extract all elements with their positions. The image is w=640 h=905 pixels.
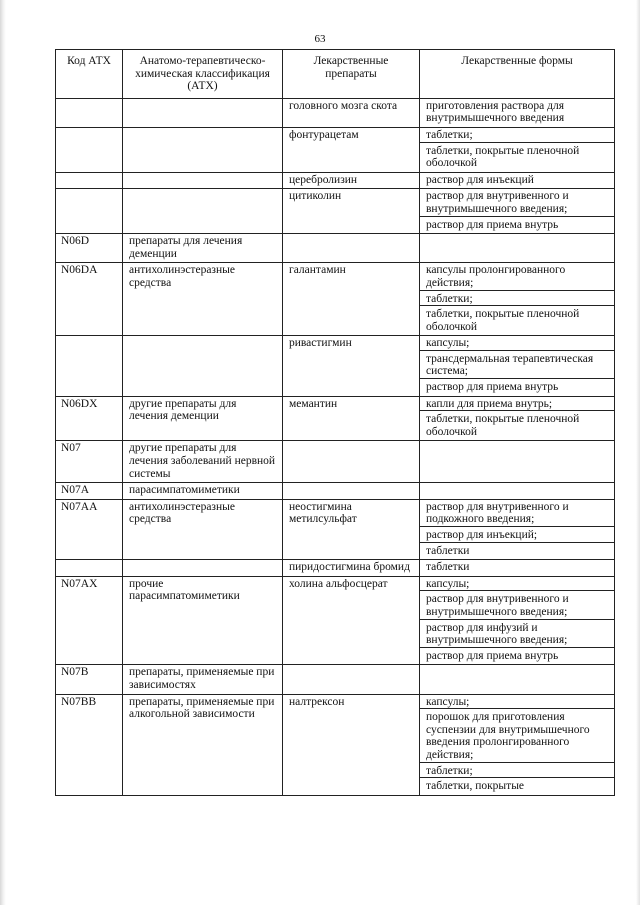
- drug-name-cell: церебролизин: [283, 172, 420, 189]
- atc-classification-cell: препараты, применяемые при зависимостях: [123, 665, 283, 694]
- table-row: [56, 98, 615, 127]
- table-row: [56, 694, 615, 795]
- dosage-form-entry: раствор для приема внутрь: [420, 647, 614, 663]
- table-row: [56, 560, 615, 577]
- dosage-form-entry: раствор для инъекций;: [420, 526, 614, 542]
- header-code: Код АТХ: [56, 50, 123, 99]
- dosage-form-entry: таблетки: [420, 542, 614, 558]
- atc-code-cell: [56, 189, 123, 234]
- header-drugs: Лекарственные препараты: [283, 50, 420, 99]
- drug-name-cell: [283, 234, 420, 263]
- atc-classification-cell: [123, 98, 283, 127]
- dosage-form-entry: таблетки;: [420, 762, 614, 778]
- dosage-forms-cell: [420, 441, 615, 483]
- dosage-form-entry: раствор для приема внутрь: [420, 216, 614, 232]
- dosage-forms-cell: [420, 127, 615, 172]
- atc-code-cell: [56, 127, 123, 172]
- atc-classification-cell: другие препараты для лечения деменции: [123, 396, 283, 441]
- atc-classification-cell: антихолинэстеразные средства: [123, 263, 283, 336]
- drug-name-cell: [283, 483, 420, 500]
- dosage-form-entry: раствор для инфузий и внутримышечного введения;: [420, 619, 614, 647]
- drug-name-cell: [283, 441, 420, 483]
- drug-name-cell: фонтурацетам: [283, 127, 420, 172]
- dosage-forms-cell: [420, 499, 615, 559]
- atc-code-cell: N07B: [56, 665, 123, 694]
- atc-classification-cell: [123, 336, 283, 396]
- dosage-form-entry: трансдермальная терапевтическая система;: [420, 350, 614, 378]
- atc-classification-cell: парасимпатомиметики: [123, 483, 283, 500]
- dosage-forms-cell: [420, 694, 615, 795]
- dosage-forms-cell: [420, 98, 615, 127]
- dosage-forms-cell: [420, 483, 615, 500]
- scan-edge-right: [636, 0, 640, 905]
- atc-classification-cell: антихолинэстеразные средства: [123, 499, 283, 559]
- dosage-form-entry: капсулы пролонгированного действия;: [426, 264, 566, 289]
- dosage-form-entry: таблетки: [426, 561, 470, 574]
- drug-name-cell: пиридостигмина бромид: [283, 560, 420, 577]
- drug-name-cell: головного мозга скота: [283, 98, 420, 127]
- dosage-form-entry: таблетки, покрытые пленочной оболочкой: [420, 142, 614, 170]
- dosage-forms-cell: [420, 263, 615, 336]
- table-row: [56, 234, 615, 263]
- atc-code-cell: N07A: [56, 483, 123, 500]
- atc-code-cell: [56, 336, 123, 396]
- dosage-form-entry: таблетки, покрытые пленочной оболочкой: [420, 305, 614, 333]
- dosage-form-entry: раствор для внутривенного и внутримышечного введения;: [426, 190, 569, 215]
- dosage-forms-cell: [420, 396, 615, 441]
- dosage-forms-cell: [420, 560, 615, 577]
- table-row: [56, 172, 615, 189]
- page-number: 63: [314, 33, 326, 45]
- table-row: [56, 336, 615, 396]
- table-row: [56, 483, 615, 500]
- drug-name-cell: [283, 665, 420, 694]
- atc-classification-cell: препараты для лечения деменции: [123, 234, 283, 263]
- dosage-form-entry: раствор для инъекций: [426, 173, 534, 186]
- table-row: [56, 499, 615, 559]
- table-row: [56, 189, 615, 234]
- atc-classification-cell: препараты, применяемые при алкогольной зависимости: [123, 694, 283, 795]
- dosage-form-entry: таблетки, покрытые: [420, 777, 614, 793]
- scan-edge-left: [0, 0, 6, 905]
- table-body: [56, 98, 615, 795]
- atc-table: [55, 49, 615, 796]
- drug-name-cell: галантамин: [283, 263, 420, 336]
- table-row: [56, 576, 615, 665]
- drug-name-cell: неостигмина метилсульфат: [283, 499, 420, 559]
- atc-code-cell: [56, 172, 123, 189]
- dosage-form-entry: порошок для приготовления суспензии для внутримышечного введения пролонгированного действия;: [420, 708, 614, 761]
- dosage-forms-cell: [420, 336, 615, 396]
- atc-code-cell: [56, 560, 123, 577]
- dosage-form-entry: капсулы;: [426, 337, 470, 350]
- atc-code-cell: [56, 98, 123, 127]
- drug-name-cell: ривастигмин: [283, 336, 420, 396]
- dosage-form-entry: капсулы;: [426, 577, 470, 590]
- dosage-form-entry: таблетки;: [426, 128, 473, 141]
- dosage-forms-cell: [420, 234, 615, 263]
- dosage-form-entry: раствор для внутривенного и внутримышечного введения;: [420, 590, 614, 618]
- drug-name-cell: холина альфосцерат: [283, 576, 420, 665]
- dosage-form-entry: раствор для приема внутрь: [420, 378, 614, 394]
- atc-code-cell: N07: [56, 441, 123, 483]
- atc-classification-cell: [123, 560, 283, 577]
- table-header-row: [56, 50, 615, 99]
- atc-code-cell: N06D: [56, 234, 123, 263]
- table-row: [56, 127, 615, 172]
- atc-classification-cell: [123, 189, 283, 234]
- table-row: [56, 396, 615, 441]
- table-row: [56, 665, 615, 694]
- atc-code-cell: N06DX: [56, 396, 123, 441]
- dosage-forms-cell: [420, 576, 615, 665]
- dosage-form-entry: капли для приема внутрь;: [426, 397, 553, 410]
- table-row: [56, 441, 615, 483]
- drug-name-cell: налтрексон: [283, 694, 420, 795]
- atc-code-cell: N07AX: [56, 576, 123, 665]
- atc-classification-cell: [123, 172, 283, 189]
- atc-classification-cell: прочие парасимпатомиметики: [123, 576, 283, 665]
- dosage-form-entry: приготовления раствора для внутримышечного введения: [426, 99, 565, 125]
- atc-classification-cell: [123, 127, 283, 172]
- dosage-forms-cell: [420, 665, 615, 694]
- dosage-form-entry: таблетки;: [420, 290, 614, 306]
- dosage-forms-cell: [420, 172, 615, 189]
- header-forms: Лекарственные формы: [420, 50, 615, 99]
- atc-classification-cell: другие препараты для лечения заболеваний нервной системы: [123, 441, 283, 483]
- atc-code-cell: N07AA: [56, 499, 123, 559]
- header-classification: Анатомо-терапевтическо-химическая классификация (АТХ): [123, 50, 283, 99]
- atc-code-cell: N06DA: [56, 263, 123, 336]
- atc-code-cell: N07BB: [56, 694, 123, 795]
- dosage-form-entry: раствор для внутривенного и подкожного введения;: [426, 500, 569, 526]
- dosage-forms-cell: [420, 189, 615, 234]
- table-row: [56, 263, 615, 336]
- drug-name-cell: мемантин: [283, 396, 420, 441]
- dosage-form-entry: капсулы;: [426, 695, 470, 708]
- drug-name-cell: цитиколин: [283, 189, 420, 234]
- dosage-form-entry: таблетки, покрытые пленочной оболочкой: [420, 410, 614, 438]
